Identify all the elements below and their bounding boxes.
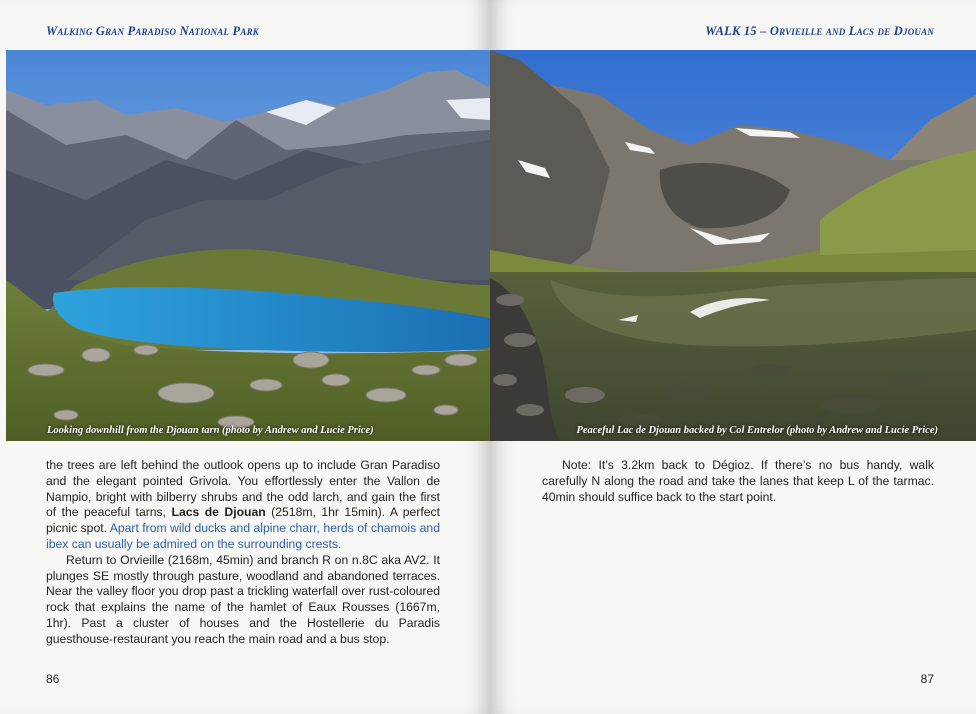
right-page-number: 87 — [920, 672, 934, 686]
right-photo-caption: Peaceful Lac de Djouan backed by Col Entrelor (photo by Andrew and Lucie Price) — [576, 425, 938, 436]
note-paragraph: Note: It’s 3.2km back to Dégioz. If there’s no bus handy, walk carefully N along the road and take the lanes that keep L of the tarmac. 40min should suffice back to the start point. — [542, 458, 934, 504]
left-running-head: Walking Gran Paradiso National Park — [46, 24, 259, 38]
wildlife-highlight: Apart from wild ducks and alpine charr, herds of chamois and ibex can usually be admired on the surrounding crests. — [46, 521, 440, 551]
right-running-head: WALK 15 – Orvieille and Lacs de Djouan — [705, 24, 934, 38]
right-photo — [490, 50, 976, 441]
lake-reflection-photo — [490, 50, 976, 441]
lacs-de-djouan-bold: Lacs de Djouan — [171, 505, 266, 520]
left-page-number: 86 — [46, 672, 60, 686]
right-body-text — [542, 458, 934, 505]
left-para1-text: the trees are left behind the outlook opens up to include Gran Paradiso and the elegant pointed Grivola. You effortlessly enter the Vallon de Nampio, bright with bilberry shrubs and the odd larch, and gain the first of the peaceful tarns, — [46, 458, 440, 520]
left-paragraph-2: Return to Orvieille (2168m, 45min) and branch R on n.8C aka AV2. It plunges SE mostly through pasture, woodland and abandoned terraces. Near the valley floor you drop past a trickling waterfall over rust-coloured rock that explains the name of the hamlet of Eaux Rousses (1667m, 1hr). Past a cluster of houses and the Hostellerie du Paradis guesthouse-restaurant you reach the main road and a bus stop. — [46, 552, 440, 646]
left-paragraph-1 — [46, 458, 440, 553]
left-photo-caption: Looking downhill from the Djouan tarn (photo by Andrew and Lucie Price) — [47, 425, 374, 436]
left-photo — [6, 50, 490, 441]
mountain-tarn-photo — [6, 50, 490, 441]
right-page — [490, 0, 976, 714]
left-para1-text-2: (2518m, 1hr 15min). A perfect picnic spot. — [46, 505, 441, 536]
left-body-text — [46, 458, 440, 648]
